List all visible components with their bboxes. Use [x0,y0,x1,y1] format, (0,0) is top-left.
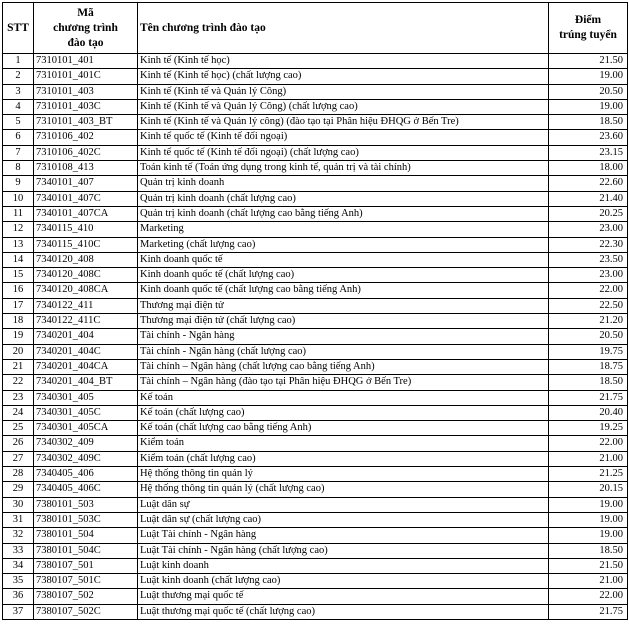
cell-program-name: Kinh doanh quốc tế (chất lượng cao bằng tiếng Anh) [138,283,549,298]
cell-admission-score: 20.40 [549,405,628,420]
cell-program-code: 7310101_403 [34,84,138,99]
cell-admission-score: 22.60 [549,176,628,191]
cell-program-name: Tài chính – Ngân hàng (đào tạo tại Phân hiệu ĐHQG ở Bến Tre) [138,375,549,390]
cell-program-code: 7340120_408C [34,268,138,283]
cell-program-name: Kinh tế (Kinh tế và Quản lý Công) (chất lượng cao) [138,99,549,114]
cell-program-code: 7310106_402 [34,130,138,145]
table-row [3,574,628,589]
cell-stt: 21 [3,359,34,374]
cell-stt: 17 [3,298,34,313]
cell-stt: 29 [3,482,34,497]
table-row [3,482,628,497]
cell-stt: 25 [3,421,34,436]
cell-admission-score: 21.50 [549,558,628,573]
cell-stt: 33 [3,543,34,558]
cell-stt: 32 [3,528,34,543]
table-row [3,191,628,206]
cell-program-code: 7380101_503C [34,512,138,527]
table-row [3,528,628,543]
cell-program-code: 7380101_503 [34,497,138,512]
cell-program-name: Luật thương mại quốc tế [138,589,549,604]
cell-stt: 8 [3,161,34,176]
cell-program-name: Kế toán [138,390,549,405]
table-row [3,390,628,405]
cell-program-name: Kinh tế (Kinh tế và Quản lý Công) [138,84,549,99]
cell-program-code: 7310101_403_BT [34,115,138,130]
header-code-line: Mã [77,6,94,19]
cell-program-code: 7310108_413 [34,161,138,176]
cell-admission-score: 23.15 [549,145,628,160]
header-score-line: Điểm [574,14,602,26]
cell-stt: 3 [3,84,34,99]
cell-admission-score: 20.50 [549,84,628,99]
cell-program-name: Hệ thống thông tin quản lý [138,467,549,482]
cell-stt: 6 [3,130,34,145]
cell-stt: 20 [3,344,34,359]
cell-stt: 23 [3,390,34,405]
table-row [3,497,628,512]
table-row [3,206,628,221]
table-row [3,405,628,420]
cell-program-code: 7340301_405 [34,390,138,405]
cell-program-name: Kiểm toán [138,436,549,451]
cell-program-code: 7340201_404C [34,344,138,359]
cell-stt: 24 [3,405,34,420]
cell-admission-score: 19.00 [549,512,628,527]
cell-stt: 35 [3,574,34,589]
table-row [3,421,628,436]
cell-program-code: 7340201_404 [34,329,138,344]
table-row [3,99,628,114]
cell-stt: 10 [3,191,34,206]
table-header-row [3,3,628,54]
cell-stt: 18 [3,314,34,329]
cell-program-name: Tài chính - Ngân hàng [138,329,549,344]
cell-program-name: Kiểm toán (chất lượng cao) [138,451,549,466]
table-row [3,54,628,69]
table-row [3,589,628,604]
header-stt: STT [3,3,34,54]
cell-program-name: Kế toán (chất lượng cao) [138,405,549,420]
table-row [3,512,628,527]
table-row [3,375,628,390]
cell-program-name: Kinh doanh quốc tế (chất lượng cao) [138,268,549,283]
cell-admission-score: 21.50 [549,54,628,69]
cell-program-code: 7340115_410C [34,237,138,252]
cell-admission-score: 18.50 [549,115,628,130]
cell-program-code: 7340405_406 [34,467,138,482]
cell-stt: 34 [3,558,34,573]
cell-program-code: 7340201_404CA [34,359,138,374]
header-program-name: Tên chương trình đào tạo [138,3,549,54]
cell-program-code: 7340101_407CA [34,206,138,221]
cell-program-code: 7340301_405C [34,405,138,420]
cell-admission-score: 19.25 [549,421,628,436]
cell-program-name: Thương mại điện tử [138,298,549,313]
cell-admission-score: 23.00 [549,222,628,237]
cell-program-code: 7340201_404_BT [34,375,138,390]
cell-stt: 11 [3,206,34,221]
cell-admission-score: 18.50 [549,375,628,390]
table-row [3,344,628,359]
table-row [3,252,628,267]
cell-program-code: 7340115_410 [34,222,138,237]
cell-stt: 30 [3,497,34,512]
table-row [3,268,628,283]
cell-program-name: Quản trị kinh doanh (chất lượng cao) [138,191,549,206]
admission-scores-table [2,2,628,620]
cell-stt: 15 [3,268,34,283]
cell-admission-score: 22.30 [549,237,628,252]
cell-program-code: 7340122_411C [34,314,138,329]
cell-program-code: 7380107_502C [34,604,138,619]
cell-program-name: Kế toán (chất lượng cao bằng tiếng Anh) [138,421,549,436]
cell-admission-score: 22.00 [549,283,628,298]
cell-stt: 19 [3,329,34,344]
table-row [3,283,628,298]
cell-stt: 28 [3,467,34,482]
cell-admission-score: 21.20 [549,314,628,329]
cell-stt: 2 [3,69,34,84]
cell-stt: 27 [3,451,34,466]
cell-stt: 16 [3,283,34,298]
cell-program-code: 7380107_501 [34,558,138,573]
cell-program-code: 7310101_401 [34,54,138,69]
cell-program-name: Luật Tài chính - Ngân hàng [138,528,549,543]
cell-program-name: Kinh tế quốc tế (Kinh tế đối ngoại) [138,130,549,145]
cell-program-code: 7310106_402C [34,145,138,160]
table-row [3,130,628,145]
table-row [3,604,628,619]
table-row [3,298,628,313]
cell-admission-score: 23.60 [549,130,628,145]
cell-program-code: 7340120_408 [34,252,138,267]
table-row [3,329,628,344]
cell-stt: 12 [3,222,34,237]
cell-admission-score: 18.50 [549,543,628,558]
cell-stt: 5 [3,115,34,130]
cell-admission-score: 22.00 [549,589,628,604]
cell-program-name: Hệ thống thông tin quản lý (chất lượng cao) [138,482,549,497]
cell-program-name: Toán kinh tế (Toán ứng dụng trong kinh tế, quản trị và tài chính) [138,161,549,176]
cell-program-name: Kinh tế quốc tế (Kinh tế đối ngoại) (chất lượng cao) [138,145,549,160]
cell-program-code: 7340301_405CA [34,421,138,436]
cell-stt: 26 [3,436,34,451]
cell-admission-score: 22.50 [549,298,628,313]
table-row [3,176,628,191]
cell-stt: 4 [3,99,34,114]
cell-stt: 14 [3,252,34,267]
cell-admission-score: 21.25 [549,467,628,482]
cell-stt: 37 [3,604,34,619]
cell-program-name: Luật dân sự (chất lượng cao) [138,512,549,527]
cell-admission-score: 20.15 [549,482,628,497]
cell-program-name: Quản trị kinh doanh [138,176,549,191]
table-row [3,467,628,482]
admission-scores-document [2,2,628,620]
cell-program-name: Kinh doanh quốc tế [138,252,549,267]
table-row [3,222,628,237]
cell-program-name: Tài chính – Ngân hàng (chất lượng cao bằng tiếng Anh) [138,359,549,374]
cell-program-code: 7340101_407 [34,176,138,191]
cell-admission-score: 20.50 [549,329,628,344]
table-row [3,543,628,558]
table-row [3,161,628,176]
cell-admission-score: 20.25 [549,206,628,221]
table-row [3,436,628,451]
cell-program-name: Luật dân sự [138,497,549,512]
cell-program-code: 7340120_408CA [34,283,138,298]
cell-program-name: Luật thương mại quốc tế (chất lượng cao) [138,604,549,619]
cell-program-code: 7340122_411 [34,298,138,313]
cell-stt: 36 [3,589,34,604]
cell-program-name: Marketing [138,222,549,237]
header-code-line: đào tạo [67,36,104,49]
cell-program-code: 7380101_504C [34,543,138,558]
cell-admission-score: 21.00 [549,574,628,589]
header-admission-score [549,3,628,54]
cell-program-name: Kinh tế (Kinh tế và Quản lý công) (đào tạo tại Phân hiệu ĐHQG ở Bến Tre) [138,115,549,130]
cell-program-code: 7380107_502 [34,589,138,604]
table-body [3,54,628,620]
cell-program-name: Marketing (chất lượng cao) [138,237,549,252]
cell-stt: 1 [3,54,34,69]
cell-program-name: Thương mại điện tử (chất lượng cao) [138,314,549,329]
cell-admission-score: 23.50 [549,252,628,267]
cell-program-code: 7340302_409 [34,436,138,451]
cell-stt: 7 [3,145,34,160]
table-row [3,359,628,374]
table-row [3,558,628,573]
cell-program-name: Luật Tài chính - Ngân hàng (chất lượng cao) [138,543,549,558]
table-row [3,314,628,329]
cell-program-code: 7310101_403C [34,99,138,114]
cell-program-code: 7340101_407C [34,191,138,206]
cell-stt: 13 [3,237,34,252]
cell-program-code: 7340302_409C [34,451,138,466]
cell-program-name: Quản trị kinh doanh (chất lượng cao bằng tiếng Anh) [138,206,549,221]
cell-admission-score: 21.75 [549,390,628,405]
cell-admission-score: 22.00 [549,436,628,451]
cell-program-name: Luật kinh doanh (chất lượng cao) [138,574,549,589]
cell-admission-score: 19.75 [549,344,628,359]
table-row [3,145,628,160]
cell-program-name: Kinh tế (Kinh tế học) (chất lượng cao) [138,69,549,84]
header-code-line: chương trình [53,21,118,34]
cell-program-code: 7310101_401C [34,69,138,84]
cell-admission-score: 19.00 [549,69,628,84]
cell-admission-score: 21.40 [549,191,628,206]
cell-stt: 22 [3,375,34,390]
cell-stt: 9 [3,176,34,191]
cell-program-name: Tài chính - Ngân hàng (chất lượng cao) [138,344,549,359]
cell-admission-score: 21.75 [549,604,628,619]
header-score-line: trúng tuyển [559,29,617,41]
header-program-code [34,3,138,54]
table-row [3,237,628,252]
table-row [3,115,628,130]
cell-admission-score: 18.75 [549,359,628,374]
cell-admission-score: 21.00 [549,451,628,466]
cell-admission-score: 23.00 [549,268,628,283]
cell-admission-score: 19.00 [549,497,628,512]
cell-admission-score: 18.00 [549,161,628,176]
cell-program-code: 7380101_504 [34,528,138,543]
cell-program-code: 7340405_406C [34,482,138,497]
table-row [3,69,628,84]
table-row [3,84,628,99]
cell-program-code: 7380107_501C [34,574,138,589]
cell-program-name: Luật kinh doanh [138,558,549,573]
cell-program-name: Kinh tế (Kinh tế học) [138,54,549,69]
cell-stt: 31 [3,512,34,527]
table-row [3,451,628,466]
cell-admission-score: 19.00 [549,528,628,543]
cell-admission-score: 19.00 [549,99,628,114]
